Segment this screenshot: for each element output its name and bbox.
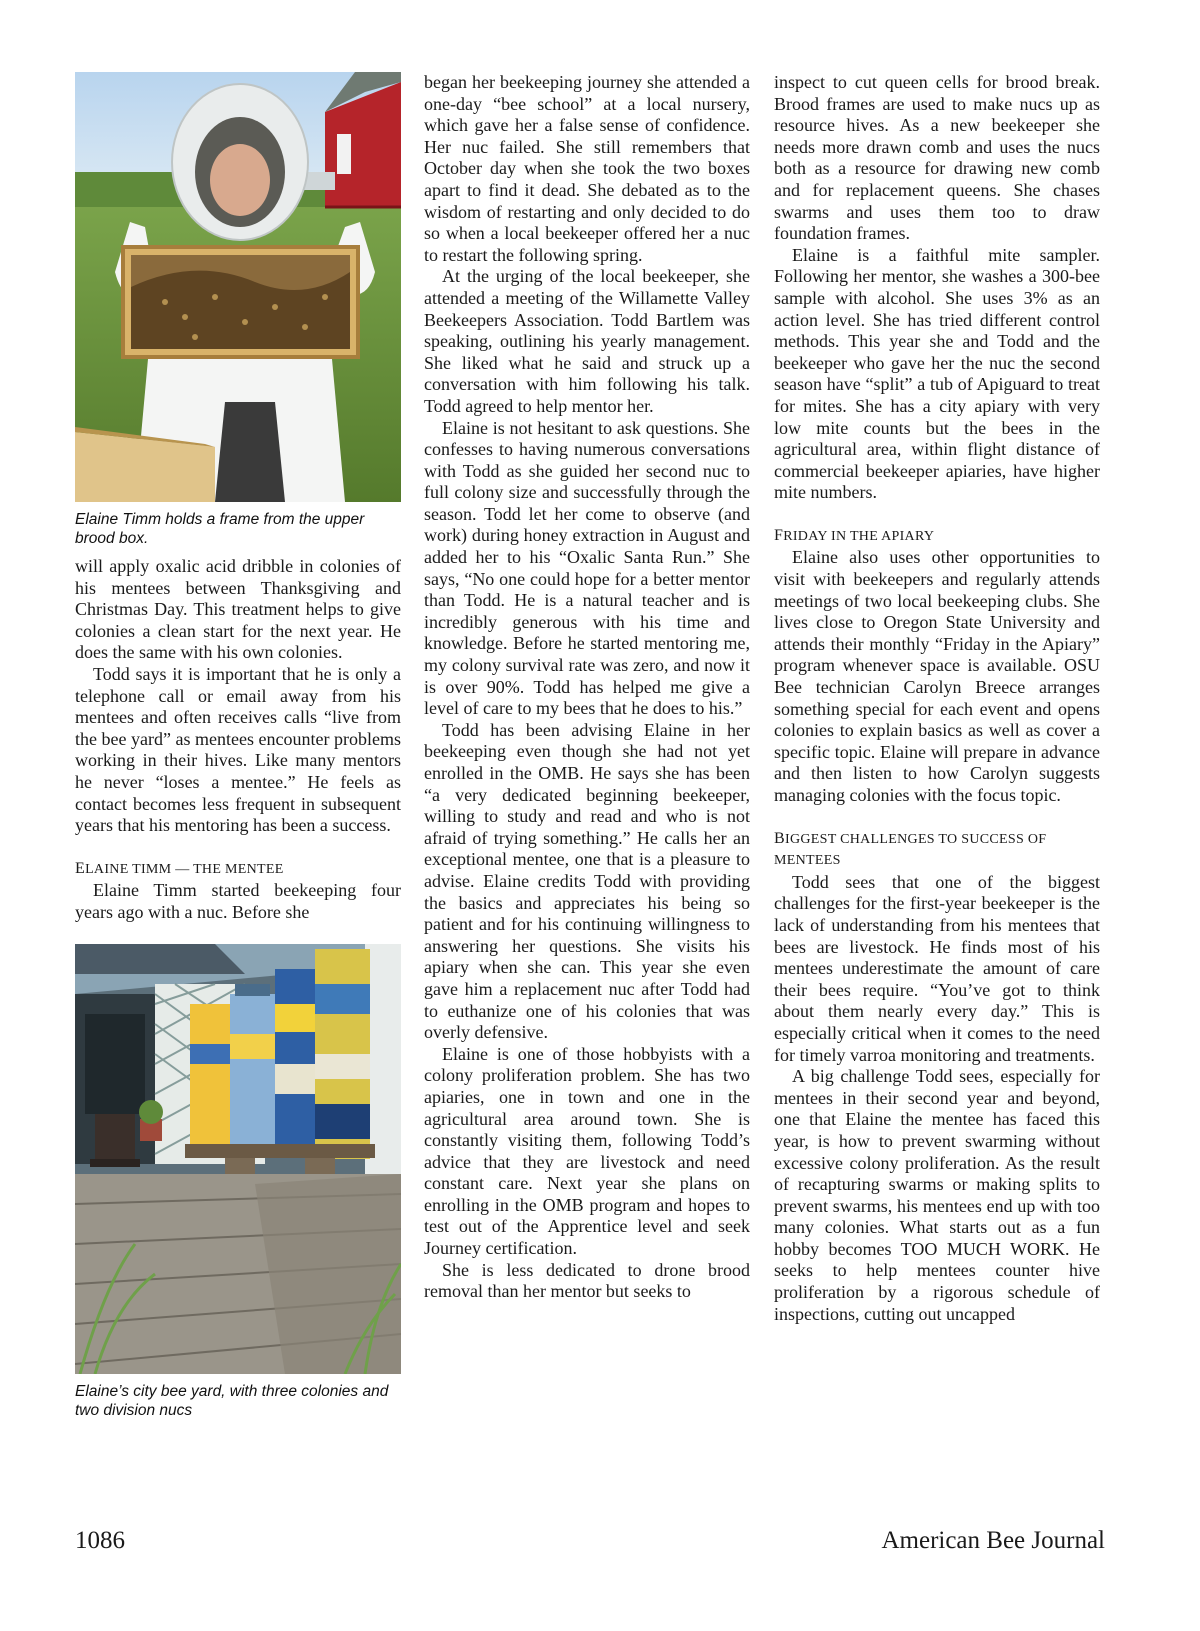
column-3 [774,72,1100,1325]
paragraph: Elaine is one of those hobbyists with a colony proliferation problem. She has two apiaries, one in town and one in the agricultural area around town. She is constantly visiting them, following Todd’s advice that they are livestock and need constant care. Next year she plans on enrolling in the OMB program and hopes to test out of the Apprentice level and seek Journey certification. [424,1043,750,1259]
paragraph: inspect to cut queen cells for brood break. Brood frames are used to make nucs up as resource hives. As a new beekeeper she needs more drawn comb and uses the nucs both as a resource for drawing new comb and for replacement queens. She chases swarms and uses them too to draw foundation frames. [774,72,1100,244]
bee-yard-photo-illustration [75,944,401,1374]
figure-1-caption: Elaine Timm holds a frame from the upper brood box. [75,511,365,547]
paragraph: Todd has been advising Elaine in her beekeeping even though she had not yet enrolled in the OMB. He says she has been “a very dedicated beginning beekeeper, willing to study and read and who is not afraid of trying something.” He calls her an exceptional mentee, one that is a pleasure to advise. Elaine credits Todd with providing the basics and appreciates his being so patient and for his continuing willingness to answering her questions. She visits his apiary when she can. This year she even gave him a replacement nuc after Todd had to euthanize one of his colonies that was overly defensive. [424,719,750,1043]
column-2 [424,72,750,1303]
section-heading-biggest-challenges: BIGGEST CHALLENGES TO SUCCESS OF MENTEES [774,829,1047,869]
paragraph: A big challenge Todd sees, especially for mentees in their second year and beyond, one that Elaine the mentee has faced this year, is how to prevent swarming without excessive colony proliferation. As the result of recapturing swarms or making splits to prevent swarms, his mentees end up with too many colonies. What starts out as a fun hobby becomes TOO MUCH WORK. He seeks to help mentees counter hive proliferation by a rigorous schedule of inspections, cutting out uncapped [774,1066,1100,1324]
page-number: 1086 [75,1527,125,1554]
paragraph: Elaine Timm started beekeeping four years ago with a nuc. Before she [75,880,401,922]
paragraph: At the urging of the local beekeeper, she attended a meeting of the Willamette Valley Beekeepers Association. Todd Bartlem was speaking, outlining his yearly management. She liked what he said and struck up a conversation with him following his talk. Todd agreed to help mentor her. [424,266,750,416]
photo-city-bee-yard [75,944,401,1374]
paragraph: Todd says it is important that he is only a telephone call or email away from his mentees and often receives calls “live from the bee yard” as mentees encounter problems working in their hives. Like many mentors he never “loses a mentee.” He feels as contact becomes less frequent in subsequent years that his mentoring has been a success. [75,663,401,836]
paragraph: began her beekeeping journey she attended a one-day “bee school” at a local nursery, which gave her a false sense of confidence. Her nuc failed. She still remembers that October day when she took the two boxes apart to find it dead. She debated as to the wisdom of restarting and only decided to do so when a local beekeeper offered her a nuc to restart the following spring. [424,72,750,265]
paragraph: Elaine is a faithful mite sampler. Following her mentor, she washes a 300-bee sample with alcohol. She uses 3% as an action level. She has tried different control methods. This year she and Todd and the beekeeper who gave her the nuc the second season have “split” a tub of Apiguard to treat for mites. She has a city apiary with very low mite counts but the bees in the agricultural area, within flight distance of commercial beekeeper apiaries, have higher mite numbers. [774,244,1100,503]
section-heading-mentee: ELAINE TIMM — THE MENTEE [75,859,284,877]
section-heading-friday-in-the-apiary: FRIDAY IN THE APIARY [774,526,935,544]
column-1 [75,72,401,1428]
paragraph: will apply oxalic acid dribble in colonies of his mentees between Thanksgiving and Christmas Day. This treatment helps to give colonies a clean start for the next year. He does the same with his own colonies. [75,556,401,663]
journal-name: American Bee Journal [881,1527,1105,1554]
figure-2-caption: Elaine’s city bee yard, with three colonies and two division nucs [75,1382,389,1419]
beekeeper-photo-illustration [75,72,401,502]
paragraph: Todd sees that one of the biggest challenges for the first-year beekeeper is the lack of understanding from his mentees that bees are livestock. He finds most of his mentees underestimate the amount of care their bees require. “You’ve got to think about them nearly every day.” This is especially critical when it comes to the need for timely varroa monitoring and treatments. [774,871,1100,1065]
paragraph: Elaine is not hesitant to ask questions. She confesses to having numerous conversations with Todd as she guided her second nuc to full colony size and successfully through the season. Todd let her come to observe (and work) during honey extraction in August and added her to his “Oxalic Santa Run.” She says, “No one could hope for a better mentor than Todd. He is a natural teacher and is incredibly generous with his time and knowledge. Before he started mentoring me, my colony survival rate was zero, and now it is over 90%. Todd has helped me give a level of care to my bees that he does to his.” [424,417,750,719]
photo-beekeeper-holding-frame [75,72,401,502]
paragraph: Elaine also uses other opportunities to visit with beekeepers and regularly attends meetings of two local beekeeping clubs. She lives close to Oregon State University and attends their monthly “Friday in the Apiary” program whenever space is available. OSU Bee technician Carolyn Breece arranges something special for each event and opens colonies to explain basics as well as cover a specific topic. Elaine will prepare in advance and then listen to how Carolyn suggests managing colonies with the focus topic. [774,547,1100,805]
paragraph: She is less dedicated to drone brood removal than her mentor but seeks to [424,1259,750,1302]
